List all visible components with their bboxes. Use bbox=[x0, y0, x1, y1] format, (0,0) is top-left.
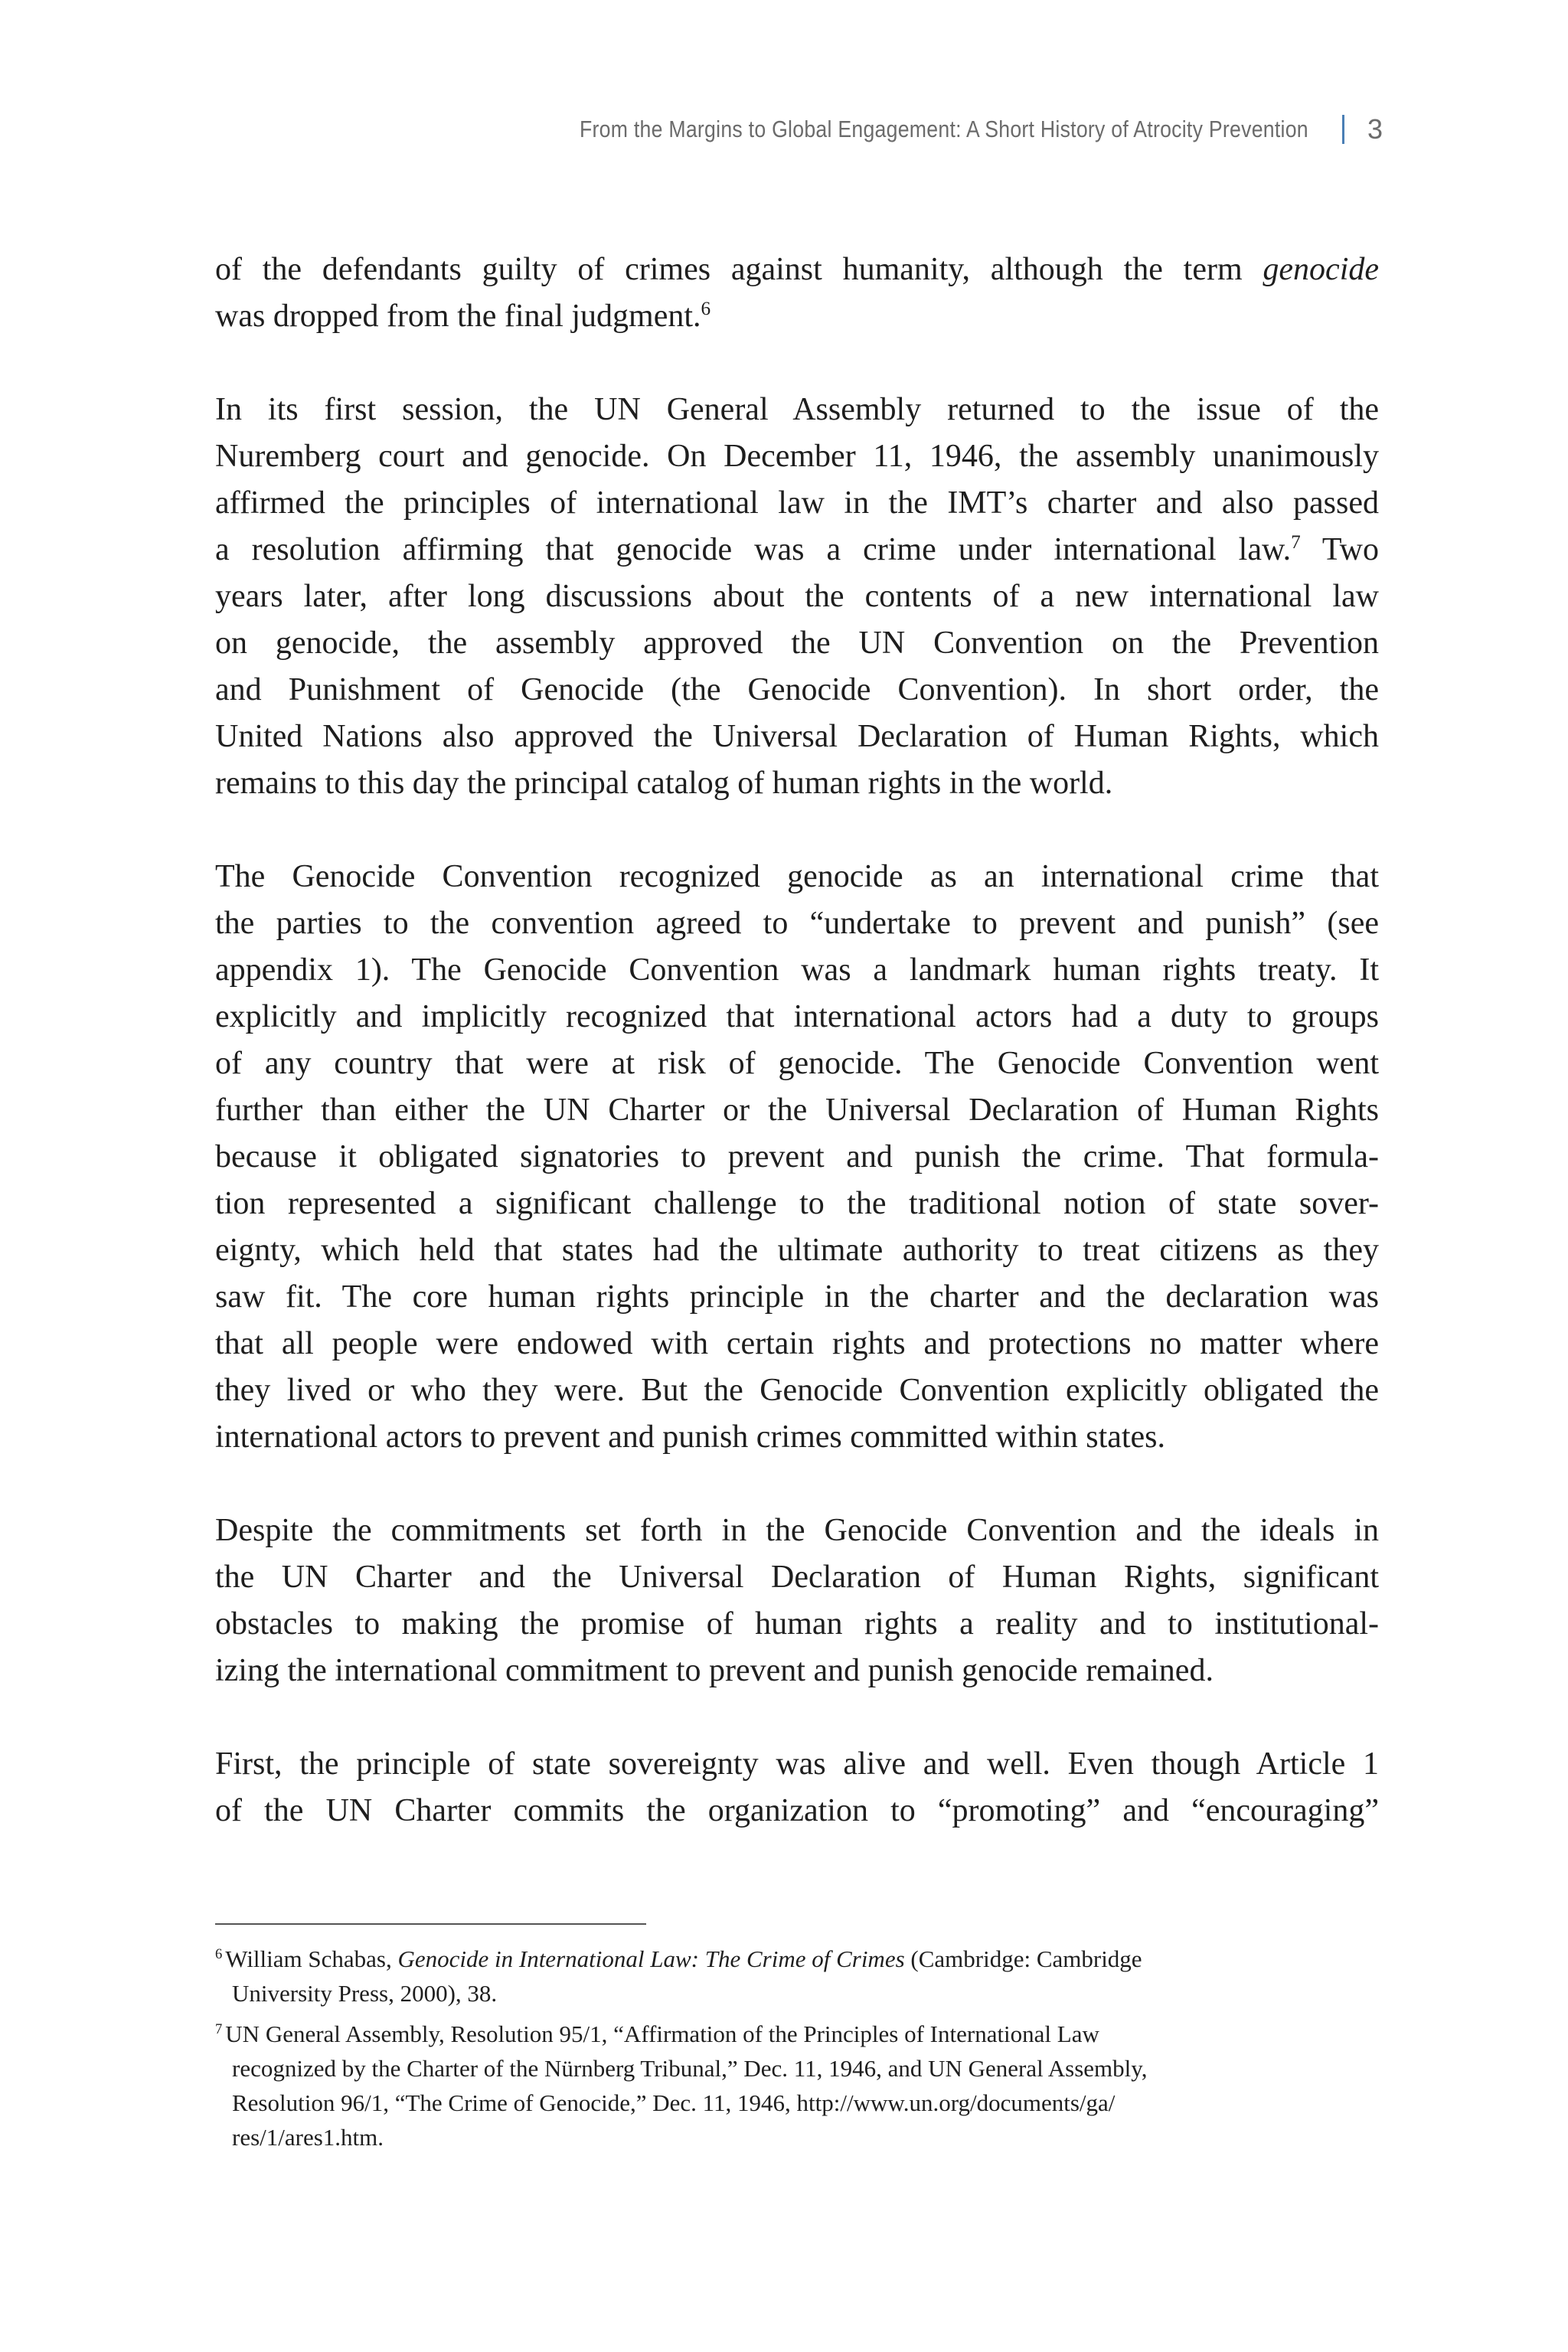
text-segment: The Genocide Convention recognized genocide as an international crime that bbox=[215, 859, 1379, 894]
text-line bbox=[215, 760, 1379, 807]
text-segment: because it obligated signatories to prevent and punish the crime. That formula- bbox=[215, 1139, 1379, 1174]
text-line bbox=[215, 1321, 1379, 1367]
paragraph bbox=[215, 1741, 1379, 1834]
text-segment: they lived or who they were. But the Genocide Convention explicitly obligated the bbox=[215, 1373, 1379, 1408]
footnote-7 bbox=[215, 2017, 1379, 2154]
footnote-reference: 7 bbox=[1291, 531, 1301, 553]
text-line bbox=[215, 900, 1379, 947]
text-segment: affirmed the principles of international law in the IMT’s charter and also passed bbox=[215, 485, 1379, 521]
text-line bbox=[215, 667, 1379, 714]
footnote-line bbox=[215, 2086, 1379, 2120]
text-segment: saw fit. The core human rights principle in the charter and the declaration was bbox=[215, 1279, 1379, 1315]
text-segment: on genocide, the assembly approved the UN Convention on the Prevention bbox=[215, 626, 1379, 661]
text-line bbox=[215, 1274, 1379, 1321]
text-segment: Resolution 96/1, “The Crime of Genocide,” Dec. 11, 1946, http://www.un.org/documents/ga/ bbox=[232, 2089, 1116, 2116]
text-line bbox=[215, 620, 1379, 667]
text-line bbox=[215, 1040, 1379, 1087]
text-segment: of the defendants guilty of crimes against humanity, although the term bbox=[215, 252, 1263, 287]
text-line bbox=[215, 1087, 1379, 1134]
text-line bbox=[215, 1181, 1379, 1227]
footnote-line bbox=[215, 2120, 1379, 2154]
footnotes bbox=[215, 1942, 1379, 2161]
text-segment: further than either the UN Charter or the Universal Declaration of Human Rights bbox=[215, 1093, 1379, 1128]
text-segment: obstacles to making the promise of human rights a reality and to institutional- bbox=[215, 1606, 1379, 1642]
text-segment: international actors to prevent and punish crimes committed within states. bbox=[215, 1419, 1166, 1455]
text-line bbox=[215, 1788, 1379, 1834]
italic-text: Genocide in International Law: The Crime of Crimes bbox=[397, 1945, 905, 1972]
text-segment: United Nations also approved the Universal Declaration of Human Rights, which bbox=[215, 719, 1379, 754]
footnote-reference: 6 bbox=[701, 298, 711, 319]
paragraph bbox=[215, 1508, 1379, 1694]
footnote-number: 6 bbox=[215, 1945, 223, 1962]
text-line bbox=[215, 994, 1379, 1040]
text-segment: Nuremberg court and genocide. On December 11, 1946, the assembly unanimously bbox=[215, 439, 1379, 474]
text-segment: UN General Assembly, Resolution 95/1, “Affirmation of the Principles of International Law bbox=[225, 2020, 1099, 2047]
text-segment: and Punishment of Genocide (the Genocide Convention). In short order, the bbox=[215, 672, 1379, 707]
text-segment: izing the international commitment to prevent and punish genocide remained. bbox=[215, 1653, 1214, 1688]
text-line bbox=[215, 527, 1379, 573]
text-segment: First, the principle of state sovereignty was alive and well. Even though Article 1 bbox=[215, 1746, 1379, 1782]
text-line bbox=[215, 1741, 1379, 1788]
footnote-6 bbox=[215, 1942, 1379, 2011]
text-segment: the UN Charter and the Universal Declaration of Human Rights, significant bbox=[215, 1560, 1379, 1595]
text-line bbox=[215, 1414, 1379, 1461]
text-segment: was dropped from the final judgment. bbox=[215, 299, 701, 334]
footnote-line bbox=[215, 1942, 1379, 1976]
text-segment: appendix 1). The Genocide Convention was a landmark human rights treaty. It bbox=[215, 952, 1379, 988]
text-segment: In its first session, the UN General Assembly returned to the issue of the bbox=[215, 392, 1379, 427]
text-segment: years later, after long discussions about the contents of a new international law bbox=[215, 579, 1379, 614]
text-line bbox=[215, 480, 1379, 527]
text-segment: of any country that were at risk of genocide. The Genocide Convention went bbox=[215, 1046, 1379, 1081]
text-segment: the parties to the convention agreed to “undertake to prevent and punish” (see bbox=[215, 906, 1379, 941]
body-text bbox=[215, 247, 1379, 1881]
text-segment: res/1/ares1.htm. bbox=[232, 2124, 384, 2151]
text-segment: of the UN Charter commits the organization to “promoting” and “encouraging” bbox=[215, 1793, 1379, 1828]
text-line bbox=[215, 1601, 1379, 1648]
text-segment: tion represented a significant challenge to the traditional notion of state sover- bbox=[215, 1186, 1379, 1221]
paragraph bbox=[215, 387, 1379, 807]
text-segment: Despite the commitments set forth in the Genocide Convention and the ideals in bbox=[215, 1513, 1379, 1548]
text-line bbox=[215, 573, 1379, 620]
footnote-line bbox=[215, 2051, 1379, 2086]
text-line bbox=[215, 854, 1379, 900]
text-segment: eignty, which held that states had the ultimate authority to treat citizens as they bbox=[215, 1233, 1379, 1268]
text-segment: a resolution affirming that genocide was a crime under international law. bbox=[215, 532, 1292, 567]
running-header bbox=[0, 113, 1383, 145]
running-title: From the Margins to Global Engagement: A Short History of Atrocity Prevention bbox=[580, 116, 1308, 142]
text-line bbox=[215, 387, 1379, 433]
footnote-number: 7 bbox=[215, 2020, 223, 2037]
text-line bbox=[215, 947, 1379, 994]
text-line bbox=[215, 433, 1379, 480]
text-segment: University Press, 2000), 38. bbox=[232, 1980, 498, 2007]
footnote-rule bbox=[215, 1923, 646, 1925]
text-line bbox=[215, 293, 1379, 340]
footnote-line bbox=[215, 2017, 1379, 2051]
header-divider bbox=[1342, 115, 1344, 144]
text-segment: William Schabas, bbox=[225, 1945, 398, 1972]
text-line bbox=[215, 1508, 1379, 1554]
text-line bbox=[215, 1648, 1379, 1694]
text-line bbox=[215, 714, 1379, 760]
paragraph bbox=[215, 247, 1379, 340]
text-line bbox=[215, 1227, 1379, 1274]
text-line bbox=[215, 1554, 1379, 1601]
page-number: 3 bbox=[1367, 113, 1383, 145]
text-line bbox=[215, 1367, 1379, 1414]
paragraph bbox=[215, 854, 1379, 1461]
text-line bbox=[215, 247, 1379, 293]
text-segment: Two bbox=[1300, 532, 1379, 567]
text-segment: recognized by the Charter of the Nürnberg Tribunal,” Dec. 11, 1946, and UN General Assembly, bbox=[232, 2055, 1148, 2082]
text-segment: remains to this day the principal catalog of human rights in the world. bbox=[215, 766, 1113, 801]
italic-text: genocide bbox=[1263, 252, 1379, 287]
text-segment: explicitly and implicitly recognized that international actors had a duty to groups bbox=[215, 999, 1379, 1034]
text-segment: (Cambridge: Cambridge bbox=[904, 1945, 1142, 1972]
footnote-line bbox=[215, 1976, 1379, 2011]
text-segment: that all people were endowed with certain rights and protections no matter where bbox=[215, 1326, 1379, 1361]
text-line bbox=[215, 1134, 1379, 1181]
